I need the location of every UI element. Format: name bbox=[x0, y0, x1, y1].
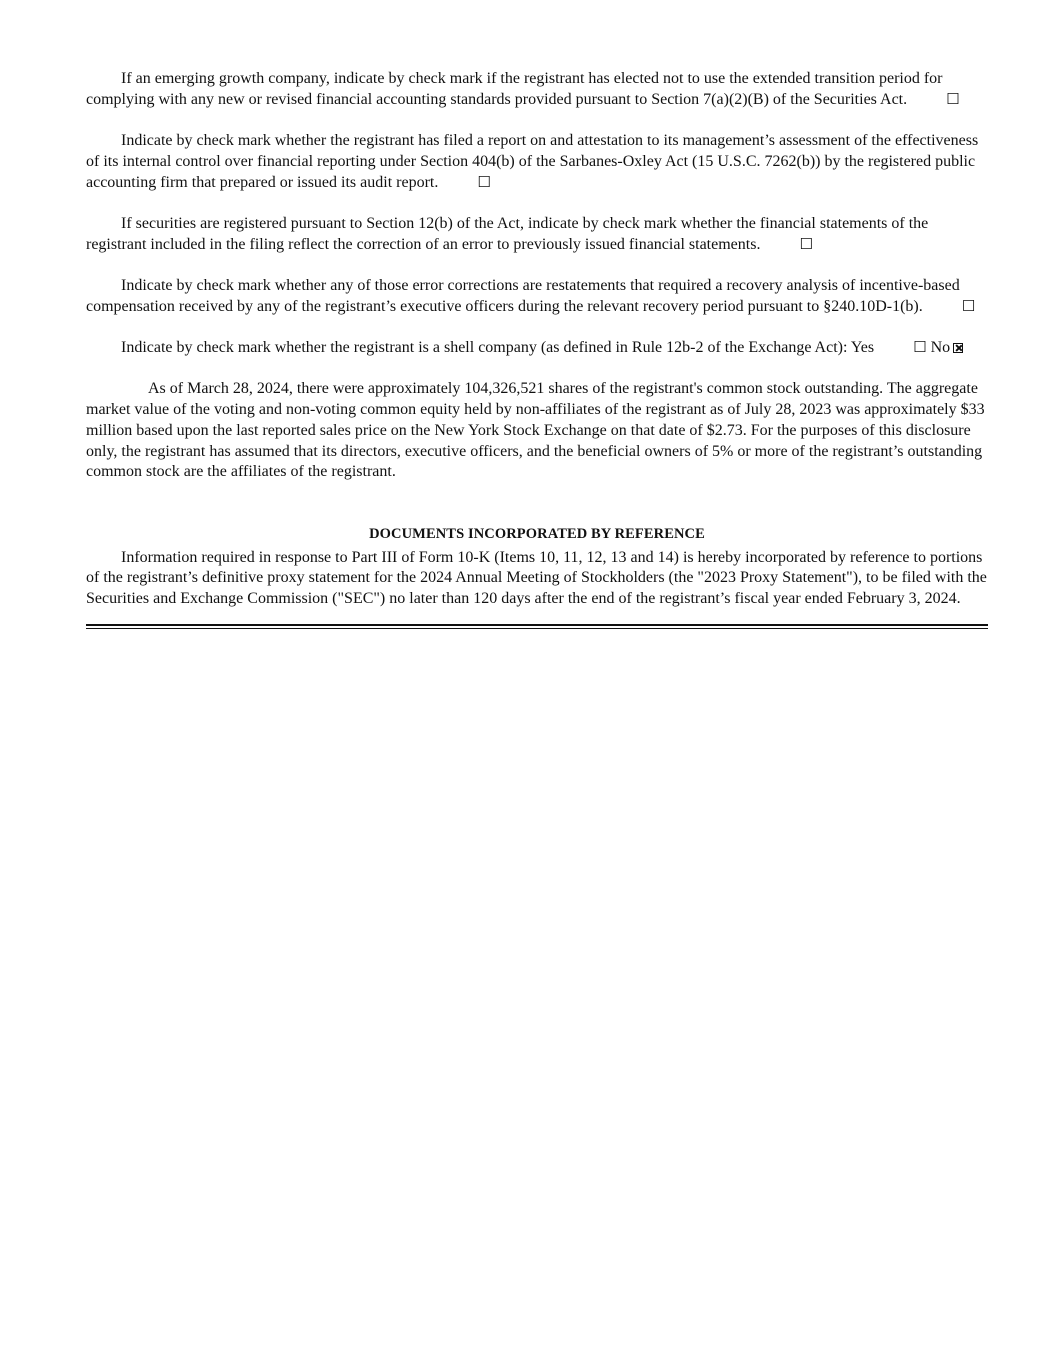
shell-yes-label: Yes bbox=[850, 339, 875, 357]
shell-yes-checkbox: ☐ bbox=[913, 338, 927, 357]
documents-incorporated-heading: DOCUMENTS INCORPORATED BY REFERENCE bbox=[369, 525, 705, 542]
emerging-growth-paragraph bbox=[86, 69, 988, 110]
document-page bbox=[86, 69, 988, 629]
attestation-checkbox: ☐ bbox=[477, 172, 491, 191]
attestation-paragraph bbox=[86, 131, 988, 193]
error-correction-paragraph bbox=[86, 214, 988, 255]
emerging-growth-checkbox: ☐ bbox=[946, 89, 960, 108]
recovery-analysis-text: Indicate by check mark whether any of those error corrections are restatements that required a recovery analysis of incentive-based compensation received by any of the registrant’s executive officers during the relevant recovery period pursuant to §240.10D-1(b). bbox=[86, 276, 960, 315]
emerging-growth-text: If an emerging growth company, indicate by check mark if the registrant has elected not to use the extended transition period for complying with any new or revised financial accounting standards provided pursuant to Section 7(a)(2)(B) of the Securities Act. bbox=[86, 70, 943, 108]
shell-no-label: No bbox=[930, 339, 951, 357]
recovery-analysis-paragraph bbox=[86, 276, 988, 317]
recovery-analysis-checkbox: ☐ bbox=[961, 296, 976, 315]
shares-outstanding-text: As of March 28, 2024, there were approximately 104,326,521 shares of the registrant's common stock outstanding. The aggregate market value of the voting and non-voting common equity held by non-affiliates of the registrant as of July 28, 2023 was approximately $33 million based upon the last reported sales price on the New York Stock Exchange on that date of $2.73. For the purposes of this disclosure only, the registrant has assumed that its directors, executive officers, and the beneficial owners of 5% or more of the registrant’s outstanding common stock are the affiliates of the registrant. bbox=[86, 380, 985, 481]
shell-company-paragraph bbox=[86, 338, 988, 359]
documents-incorporated-text: Information required in response to Part III of Form 10-K (Items 10, 11, 12, 13 and 14) is hereby incorporated by reference to portions of the registrant’s definitive proxy statement for the 2024 Annual Meeting of Stockholders (the "2023 Proxy Statement"), to be filed with the Securities and Exchange Commission ("SEC") no later than 120 days after the end of the registrant’s fiscal year ended February 3, 2024. bbox=[86, 548, 987, 608]
shell-company-text: Indicate by check mark whether the registrant is a shell company (as defined in Rule 12b-2 of the Exchange Act): bbox=[121, 339, 848, 357]
section-divider bbox=[86, 624, 988, 629]
error-correction-checkbox: ☐ bbox=[799, 234, 813, 253]
documents-incorporated-paragraph bbox=[86, 548, 988, 610]
attestation-text: Indicate by check mark whether the registrant has filed a report on and attestation to its management’s assessment of the effectiveness of its internal control over financial reporting under Section 404(b) of the Sarbanes-Oxley Act (15 U.S.C. 7262(b)) by the registered public accounting firm that prepared or issued its audit report. bbox=[86, 132, 979, 191]
error-correction-text: If securities are registered pursuant to Section 12(b) of the Act, indicate by check mark whether the financial statements of the registrant included in the filing reflect the correction of an error to previously issued financial statements. bbox=[86, 214, 929, 253]
shell-no-checked-checkbox-icon bbox=[953, 343, 963, 353]
shares-outstanding-paragraph bbox=[86, 379, 988, 483]
